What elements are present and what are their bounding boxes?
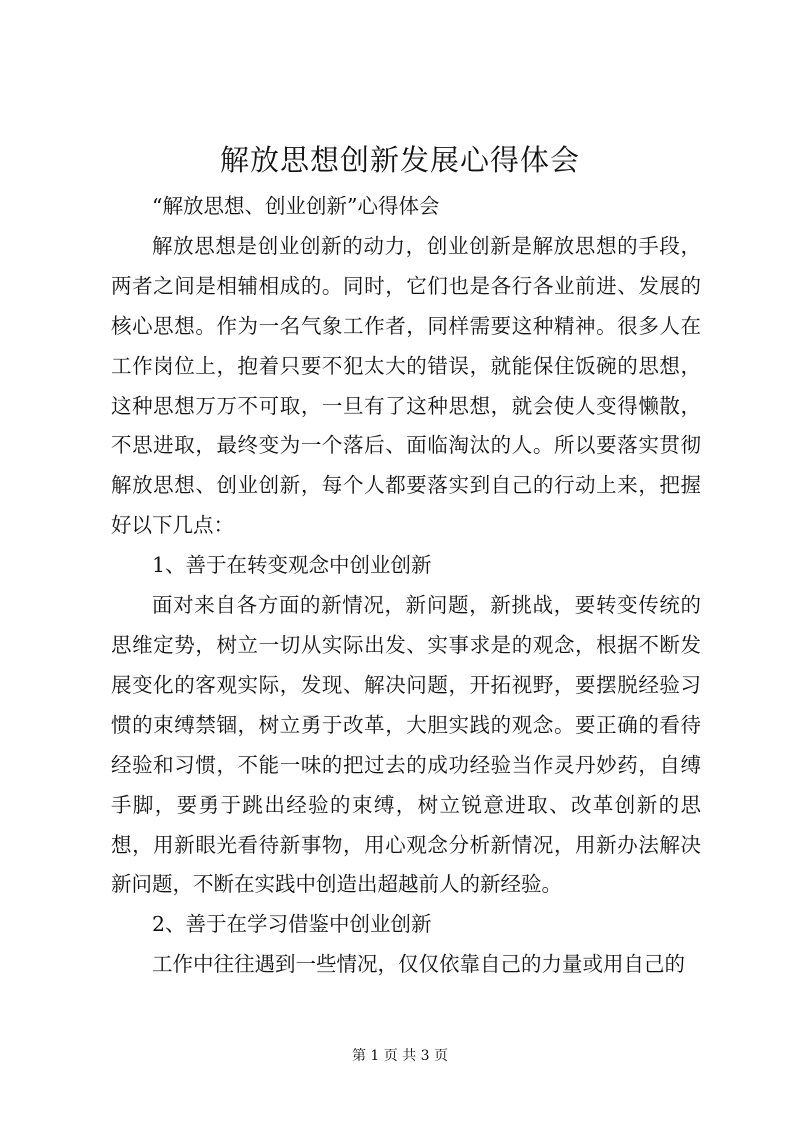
document-title: 解放思想创新发展心得体会 (219, 143, 580, 177)
body-paragraph: 工作中往往遇到一些情况，仅仅依靠自己的力量或用自己的 (152, 952, 685, 977)
section-heading: 1、善于在转变观念中创业创新 (152, 553, 432, 578)
page-number-footer: 第 1 页 共 3 页 (351, 1048, 449, 1064)
subtitle-paragraph: “解放思想、创业创新”心得体会 (152, 194, 440, 218)
body-paragraph: 面对来自各方面的新情况，新问题，新挑战，要转变传统的思维定势，树立一切从实际出发、实事求是的观念，根据不断发展变化的客观实际，发现、解决问题，开拓视野，要摆脱经验习惯的束缚禁锢，树立勇于改革，大胆实践的观念。要正确的看待经验和习惯，不能一味的把过去的成功经验当作灵丹妙药，自缚手脚，要勇于跳出经验的束缚，树立锐意进取、改革创新的思想，用新眼光看待新事物，用心观念分析新情况，用新办法解决新问题，不断在实践中创造出超越前人的新经验。 (111, 593, 701, 897)
body-paragraph: 解放思想是创业创新的动力，创业创新是解放思想的手段，两者之间是相辅相成的。同时，它们也是各行各业前进、发展的核心思想。作为一名气象工作者，同样需要这种精神。很多人在工作岗位上，抱着只要不犯太大的错误，就能保住饭碗的思想，这种思想万万不可取，一旦有了这种思想，就会使人变得懒散，不思进取，最终变为一个落后、面临淘汰的人。所以要落实贯彻解放思想、创业创新，每个人都要落实到自己的行动上来，把握好以下几点： (111, 233, 701, 538)
section-heading: 2、善于在学习借鉴中创业创新 (152, 912, 432, 937)
document-body (111, 187, 701, 985)
